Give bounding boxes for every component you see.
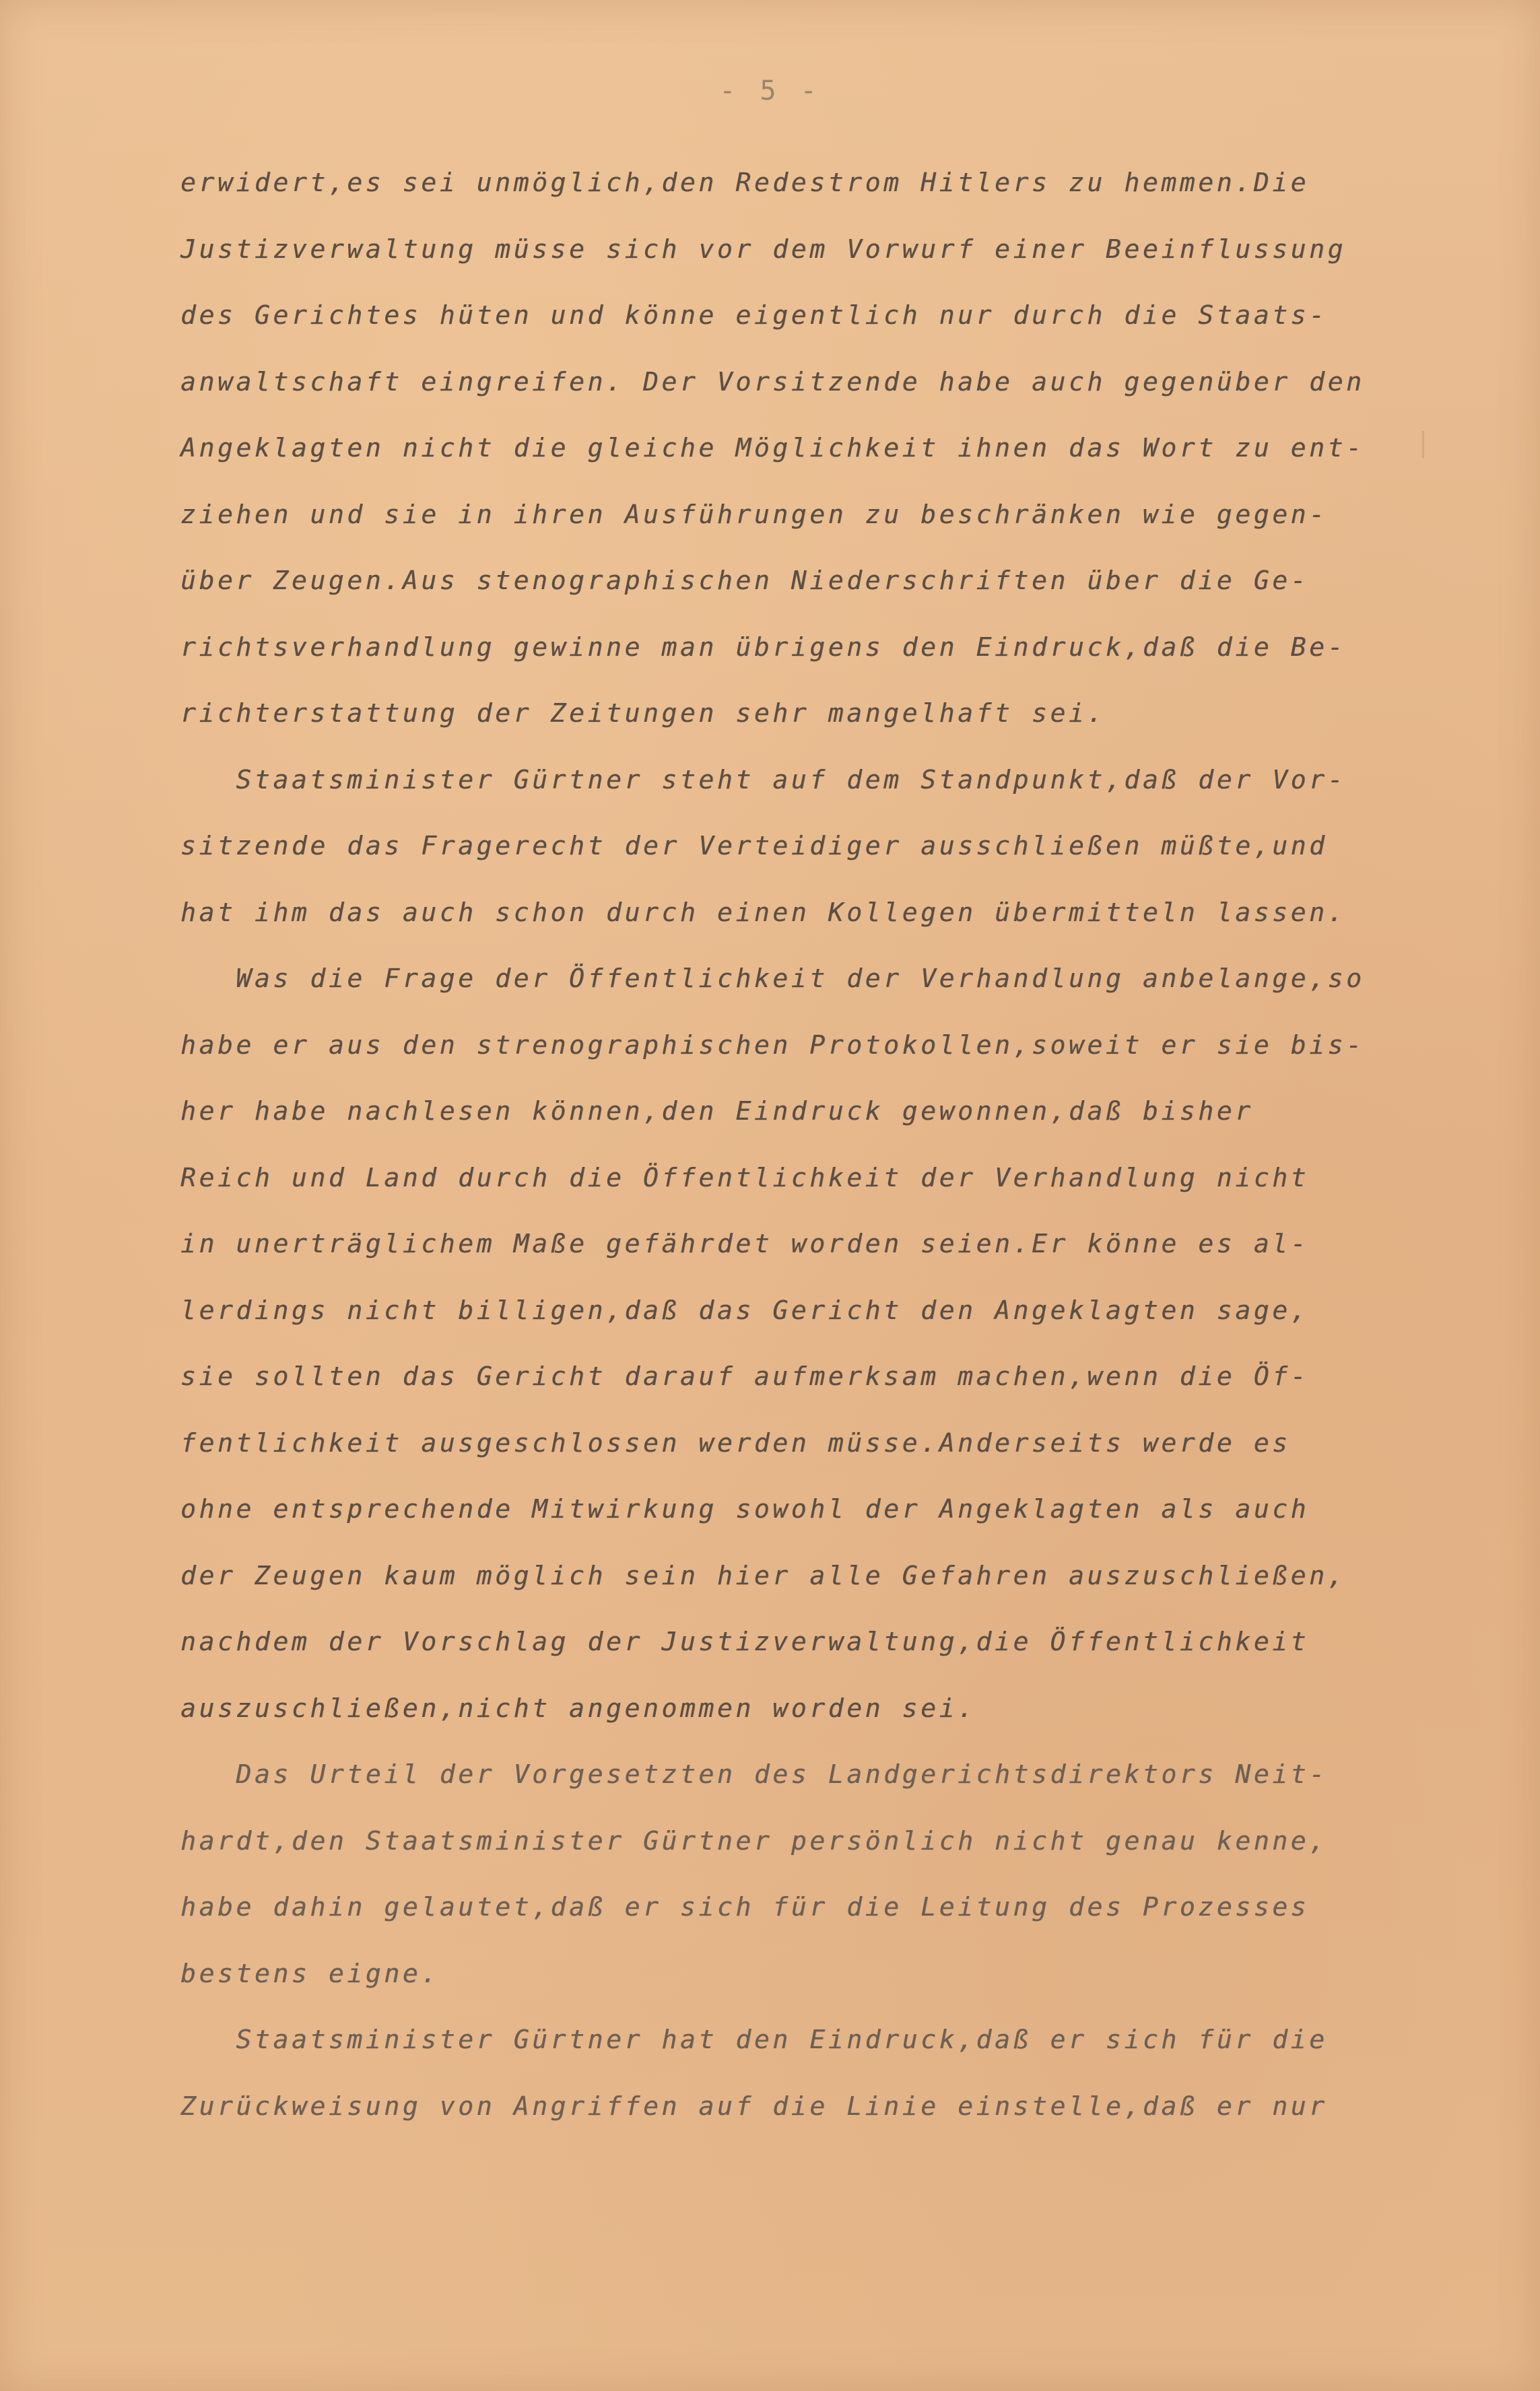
text-line: Reich und Land durch die Öffentlichkeit der Verhandlung nicht <box>180 1162 1310 1192</box>
text-line: Zurückweisung von Angriffen auf die Linie einstelle,daß er nur <box>180 2091 1328 2121</box>
text-line: sie sollten das Gericht darauf aufmerksam machen,wenn die Öf- <box>180 1361 1310 1391</box>
text-line: habe er aus den strenographischen Protokollen,soweit er sie bis- <box>180 1030 1365 1060</box>
text-line: anwaltschaft eingreifen. Der Vorsitzende habe auch gegenüber den <box>180 366 1365 397</box>
text-line: lerdings nicht billigen,daß das Gericht den Angeklagten sage, <box>180 1295 1310 1325</box>
text-line: hat ihm das auch schon durch einen Kollegen übermitteln lassen. <box>180 897 1347 927</box>
text-line: Das Urteil der Vorgesetzten des Landgerichtsdirektors Neit- <box>180 1759 1328 1789</box>
text-line: ziehen und sie in ihren Ausführungen zu beschränken wie gegen- <box>180 499 1328 529</box>
paper-mark <box>1422 431 1424 458</box>
text-line: Angeklagten nicht die gleiche Möglichkeit ihnen das Wort zu ent- <box>180 433 1365 463</box>
text-line: über Zeugen.Aus stenographischen Niederschriften über die Ge- <box>180 566 1310 595</box>
page-number: - 5 - <box>719 75 821 106</box>
text-line: Was die Frage der Öffentlichkeit der Verhandlung anbelange,so <box>180 964 1365 993</box>
text-line: nachdem der Vorschlag der Justizverwaltung,die Öffentlichkeit <box>180 1627 1310 1656</box>
text-line: sitzende das Fragerecht der Verteidiger ausschließen müßte,und <box>180 831 1328 861</box>
text-line: Justizverwaltung müsse sich vor dem Vorwurf einer Beeinflussung <box>180 234 1347 264</box>
text-line: bestens eigne. <box>180 1958 440 1988</box>
text-line: fentlichkeit ausgeschlossen werden müsse.Anderseits werde es <box>180 1427 1291 1458</box>
text-line: habe dahin gelautet,daß er sich für die Leitung des Prozesses <box>180 1892 1310 1922</box>
text-line: richtsverhandlung gewinne man übrigens den Eindruck,daß die Be- <box>180 632 1347 662</box>
text-line: der Zeugen kaum möglich sein hier alle Gefahren auszuschließen, <box>180 1560 1347 1590</box>
text-line: in unerträglichem Maße gefährdet worden seien.Er könne es al- <box>180 1229 1310 1258</box>
typed-body-text <box>180 149 1386 2139</box>
text-line: des Gerichtes hüten und könne eigentlich nur durch die Staats- <box>180 300 1328 330</box>
text-line: hardt,den Staatsminister Gürtner persönlich nicht genau kenne, <box>180 1825 1328 1856</box>
text-line: richterstattung der Zeitungen sehr mangelhaft sei. <box>180 698 1106 728</box>
text-line: ohne entsprechende Mitwirkung sowohl der Angeklagten als auch <box>180 1494 1310 1524</box>
text-line: Staatsminister Gürtner steht auf dem Standpunkt,daß der Vor- <box>180 764 1347 795</box>
text-line: auszuschließen,nicht angenommen worden sei. <box>180 1693 976 1723</box>
text-line: her habe nachlesen können,den Eindruck gewonnen,daß bisher <box>180 1096 1254 1126</box>
text-line: Staatsminister Gürtner hat den Eindruck,daß er sich für die <box>180 2025 1328 2054</box>
text-line: erwidert,es sei unmöglich,den Redestrom Hitlers zu hemmen.Die <box>180 168 1310 197</box>
